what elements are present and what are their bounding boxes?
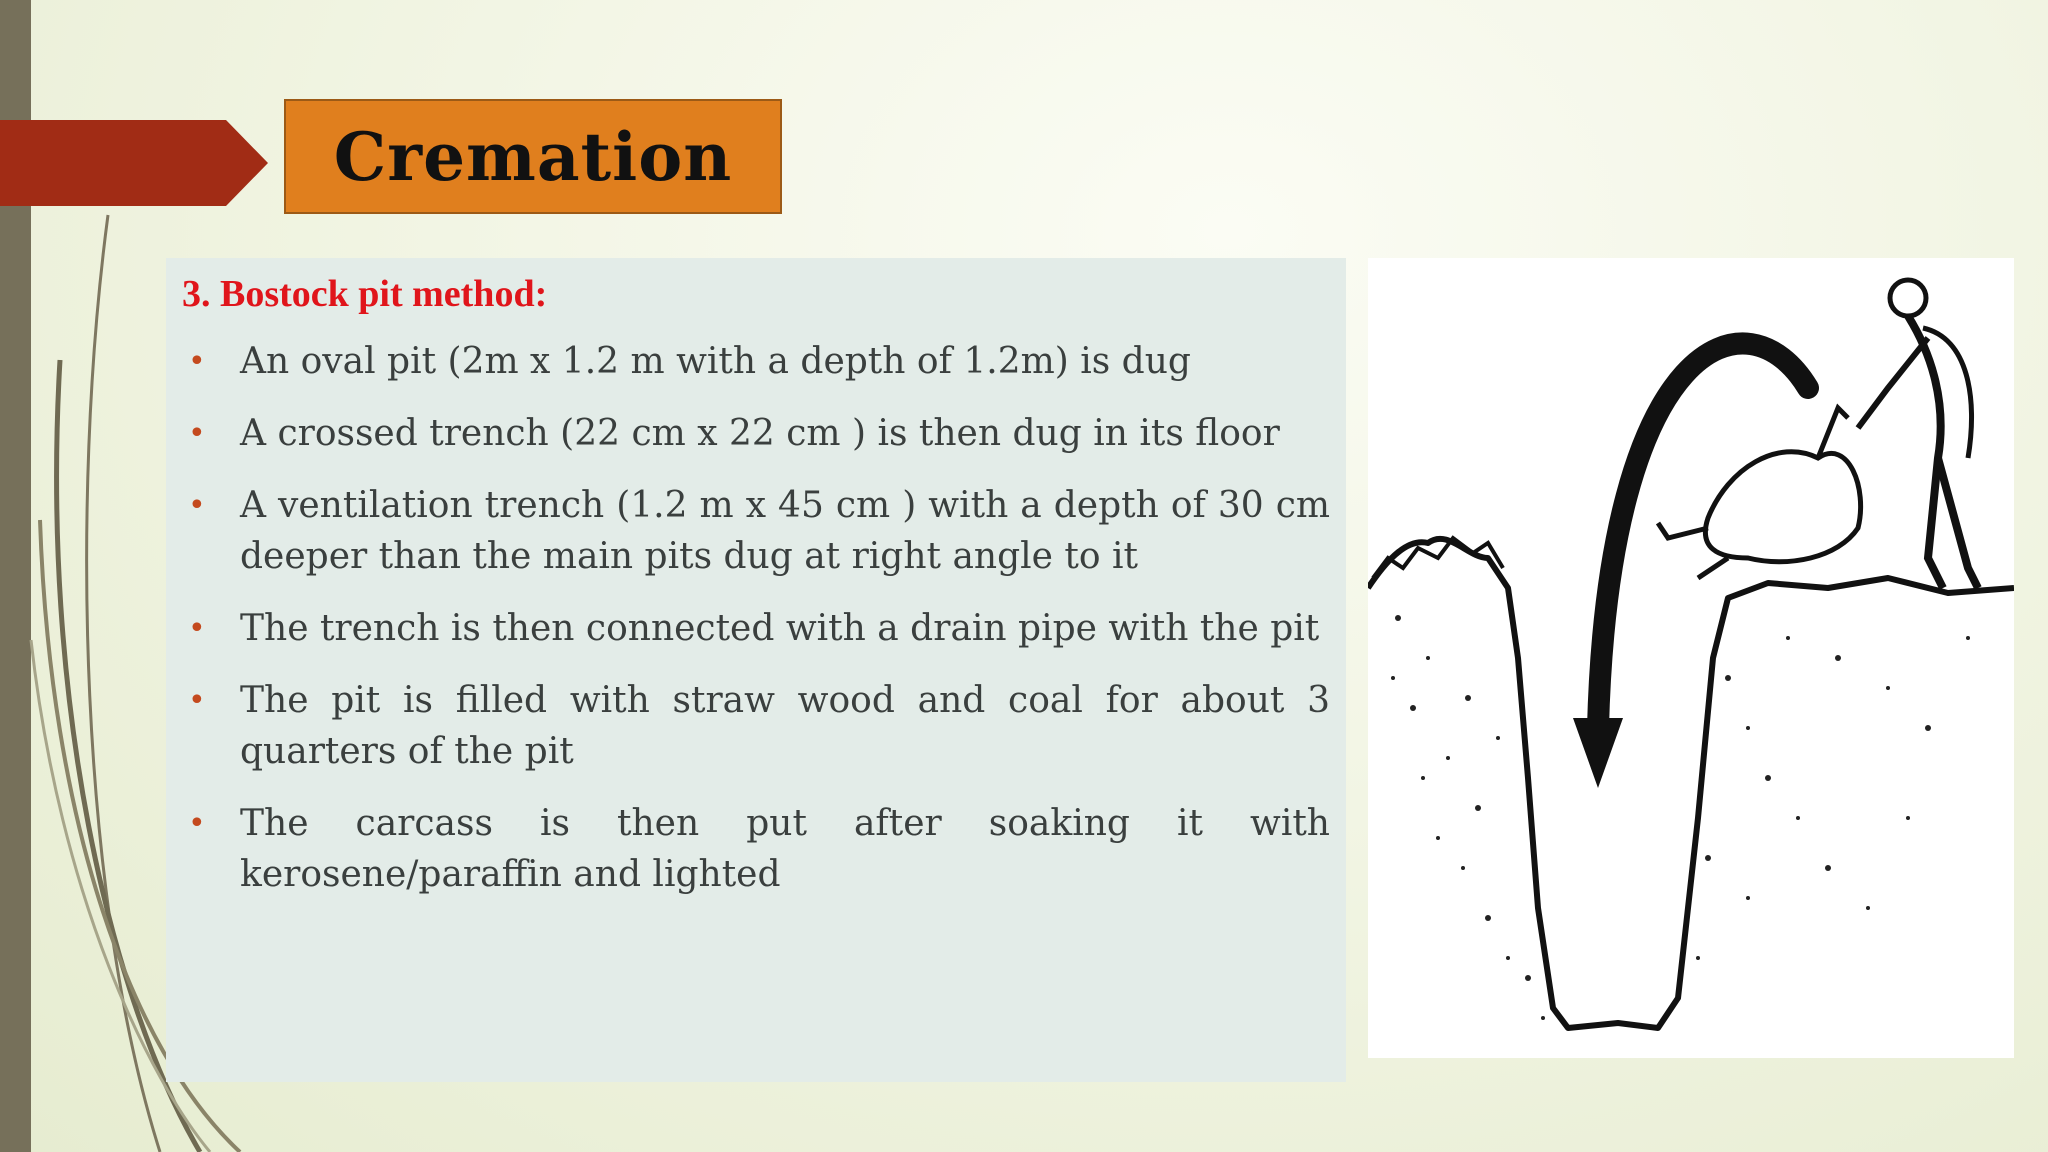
bullet-text: The pit is filled with straw wood and coal for about 3 quarters of the pit [240, 679, 1330, 772]
list-item [182, 336, 1330, 387]
title-arrow-tab [0, 120, 270, 206]
bullet-text: A ventilation trench (1.2 m x 45 cm ) with a depth of 30 cm deeper than the main pits dug at right angle to it [240, 484, 1330, 577]
bullet-text: The carcass is then put after soaking it with kerosene/paraffin and lighted [240, 802, 1330, 895]
title-box [284, 99, 782, 214]
illustration-panel [1368, 258, 2014, 1058]
bullet-icon: • [188, 487, 206, 523]
bullet-icon: • [188, 610, 206, 646]
bullet-text: A crossed trench (22 cm x 22 cm ) is then dug in its floor [240, 412, 1280, 454]
carcass-into-pit-illustration-icon [1368, 258, 2014, 1058]
bullet-text: An oval pit (2m x 1.2 m with a depth of 1.2m) is dug [240, 340, 1191, 382]
bullet-icon: • [188, 682, 206, 718]
bullet-icon: • [188, 343, 206, 379]
bullet-icon: • [188, 805, 206, 841]
list-item [182, 408, 1330, 459]
content-panel [166, 258, 1346, 1082]
bullet-list [182, 336, 1330, 900]
list-item [182, 675, 1330, 777]
list-item [182, 603, 1330, 654]
list-item [182, 798, 1330, 900]
bullet-text: The trench is then connected with a drain pipe with the pit [240, 607, 1320, 649]
section-heading: 3. Bostock pit method: [182, 273, 548, 315]
slide-title: Cremation [333, 117, 733, 196]
bullet-icon: • [188, 415, 206, 451]
list-item [182, 480, 1330, 582]
